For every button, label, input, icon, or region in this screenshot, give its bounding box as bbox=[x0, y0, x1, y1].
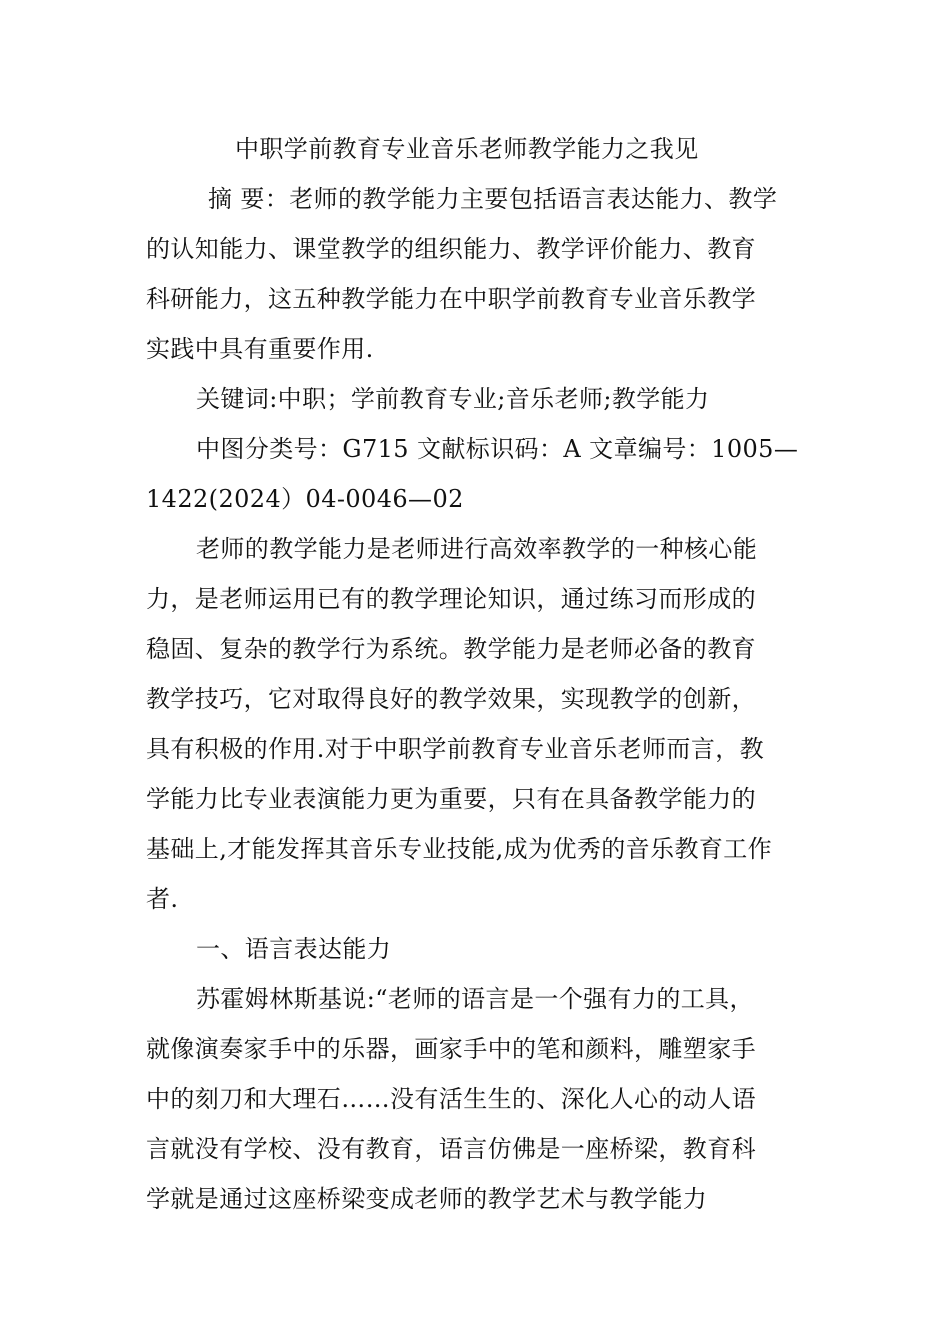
classification-line: 1422(2024）04-0046—02 bbox=[146, 485, 464, 513]
intro-line: 者. bbox=[146, 885, 179, 913]
intro-line: 力，是老师运用已有的教学理论知识，通过练习而形成的 bbox=[146, 585, 756, 613]
section-line: 言就没有学校、没有教育，语言仿佛是一座桥梁，教育科 bbox=[146, 1135, 756, 1163]
section-line: 中的刻刀和大理石……没有活生生的、深化人心的动人语 bbox=[146, 1085, 756, 1113]
abstract-line: 的认知能力、课堂教学的组织能力、教学评价能力、教育 bbox=[146, 235, 756, 263]
keywords-line: 关键词:中职；学前教育专业;音乐老师;教学能力 bbox=[196, 385, 710, 413]
section-line: 苏霍姆林斯基说:“老师的语言是一个强有力的工具， bbox=[196, 985, 754, 1013]
abstract-line: 摘 要：老师的教学能力主要包括语言表达能力、教学 bbox=[208, 185, 778, 213]
intro-line: 具有积极的作用.对于中职学前教育专业音乐老师而言，教 bbox=[146, 735, 765, 763]
intro-line: 稳固、复杂的教学行为系统。教学能力是老师必备的教育 bbox=[146, 635, 756, 663]
intro-line: 基础上,才能发挥其音乐专业技能,成为优秀的音乐教育工作 bbox=[146, 835, 773, 863]
intro-line: 教学技巧，它对取得良好的教学效果，实现教学的创新， bbox=[146, 685, 756, 713]
document-title: 中职学前教育专业音乐老师教学能力之我见 bbox=[235, 135, 699, 163]
abstract-line: 实践中具有重要作用. bbox=[146, 335, 374, 363]
intro-line: 学能力比专业表演能力更为重要，只有在具备教学能力的 bbox=[146, 785, 756, 813]
section-heading: 一、语言表达能力 bbox=[196, 935, 392, 963]
intro-line: 老师的教学能力是老师进行高效率教学的一种核心能 bbox=[196, 535, 758, 563]
section-line: 学就是通过这座桥梁变成老师的教学艺术与教学能力 bbox=[146, 1185, 708, 1213]
section-line: 就像演奏家手中的乐器，画家手中的笔和颜料，雕塑家手 bbox=[146, 1035, 756, 1063]
abstract-line: 科研能力，这五种教学能力在中职学前教育专业音乐教学 bbox=[146, 285, 756, 313]
classification-line: 中图分类号：G715 文献标识码：A 文章编号：1005— bbox=[196, 435, 799, 463]
